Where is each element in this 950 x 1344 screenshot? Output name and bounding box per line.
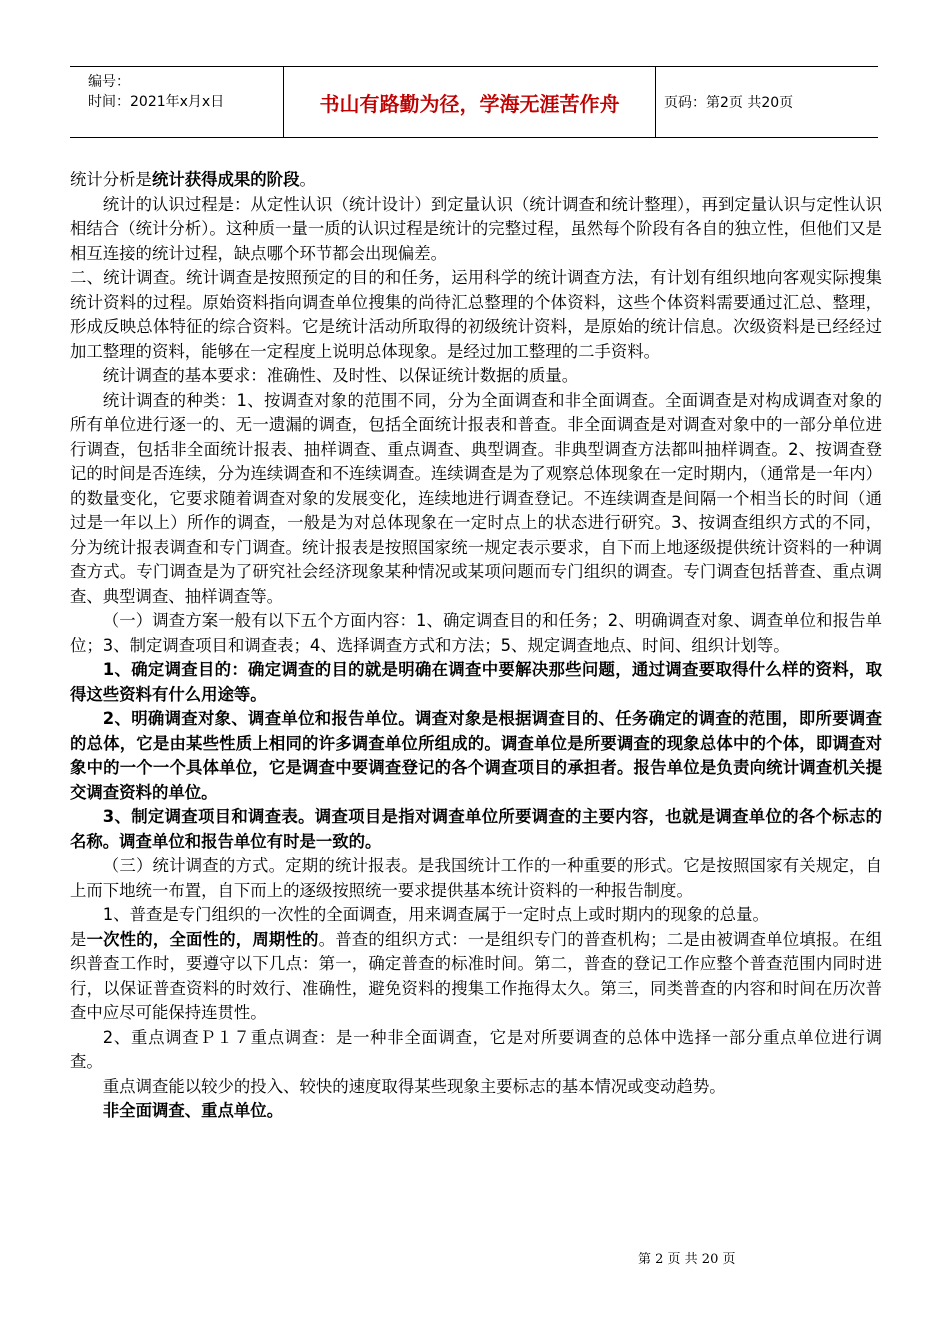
header-motto: 书山有路勤为径，学海无涯苦作舟	[284, 67, 656, 137]
text-run: （三）统计调查的方式。定期的统计报表。是我国统计工作的一种重要的形式。它是按照国家有关规定，自上而下地统一布置，自下而上的逐级按照统一要求提供基本统计资料的一种报告制度。	[70, 856, 882, 900]
text-run: 。	[299, 170, 316, 189]
body-paragraph	[70, 903, 882, 928]
page-header	[70, 66, 878, 138]
body-paragraph	[70, 1075, 882, 1100]
text-run: （一）调查方案一般有以下五个方面内容：1、确定调查目的和任务；2、明确调查对象、调查单位和报告单位；3、制定调查项目和调查表；4、选择调查方式和方法；5、规定调查地点、时间、组织计划等。	[70, 611, 882, 655]
bold-text-run: 一次性的，全面性的，周期性的	[86, 929, 319, 949]
text-run: 统计的认识过程是：从定性认识（统计设计）到定量认识（统计调查和统计整理），再到定量认识与定性认识相结合（统计分析）。这种质一量一质的认识过程是统计的完整过程，虽然每个阶段有各自的独立性，但他们又是相互连接的统计过程，缺点哪个环节都会出现偏差。	[70, 194, 882, 263]
document-number-label: 编号：	[88, 74, 130, 90]
body-paragraph	[70, 1026, 882, 1075]
body-paragraph	[70, 854, 882, 903]
body-paragraph	[70, 609, 882, 658]
text-run: 二、统计调查。统计调查是按照预定的目的和任务，运用科学的统计调查方法，有计划有组织地向客观实际搜集统计资料的过程。原始资料指向调查单位搜集的尚待汇总整理的个体资料，这些个体资料需要通过汇总、整理，形成反映总体特征的综合资料。它是统计活动所取得的初级统计资料，是原始的统计信息。次级资料是已经经过加工整理的资料，能够在一定程度上说明总体现象。是经过加工整理的二手资料。	[70, 268, 882, 361]
body-paragraph	[70, 1099, 882, 1124]
body-paragraph	[70, 658, 882, 707]
header-meta	[70, 67, 284, 137]
text-run: 统计调查的基本要求：准确性、及时性、以保证统计数据的质量。	[102, 366, 579, 385]
page-footer: 第 2 页 共 20 页	[638, 1252, 736, 1267]
body-paragraph	[70, 389, 882, 610]
body-paragraph	[70, 193, 882, 267]
document-body	[70, 168, 882, 1124]
body-paragraph	[70, 805, 882, 854]
body-paragraph	[70, 364, 882, 389]
text-run: 统计调查的种类：1、按调查对象的范围不同，分为全面调查和非全面调查。全面调查是对构成调查对象的所有单位进行逐一的、无一遗漏的调查，包括全面统计报表和普查。非全面调查是对调查对象中的一部分单位进行调查，包括非全面统计报表、抽样调查、重点调查、典型调查。非典型调查方法都叫抽样调查。2、按调查登记的时间是否连续，分为连续调查和不连续调查。连续调查是为了观察总体现象在一定时期内，（通常是一年内）的数量变化，它要求随着调查对象的发展变化，连续地进行调查登记。不连续调查是间隔一个相当长的时间（通过是一年以上）所作的调查，一般是为对总体现象在一定时点上的状态进行研究。3、按调查组织方式的不同，分为统计报表调查和专门调查。统计报表是按照国家统一规定表示要求，自下而上地逐级提供统计资料的一种调查方式。专门调查是为了研究社会经济现象某种情况或某项问题而专门组织的调查。专门调查包括普查、重点调查、典型调查、抽样调查等。	[70, 390, 882, 606]
text-run: 。普查的组织方式：一是组织专门的普查机构；二是由被调查单位填报。在组织普查工作时，要遵守以下几点：第一，确定普查的标准时间。第二，普查的登记工作应整个普查范围内同时进行，以保证普查资料的时效行、准确性，避免资料的搜集工作拖得太久。第三，同类普查的内容和时间在历次普查中应尽可能保持连贯性。	[70, 929, 883, 1022]
text-run: 统计分析是	[70, 170, 152, 189]
bold-text-run: 统计获得成果的阶段	[151, 170, 300, 189]
body-paragraph	[70, 168, 882, 193]
text-run: 是	[70, 929, 87, 949]
bold-text-run: 2、明确调查对象、调查单位和报告单位。调查对象是根据调查目的、任务确定的调查的范围，即所要调查的总体，它是由某些性质上相同的许多调查单位所组成的。调查单位是所要调查的现象总体中的个体，即调查对象中的一个一个具体单位，它是调查中要调查登记的各个调查项目的承担者。报告单位是负责向统计调查机关提交调查资料的单位。	[70, 709, 882, 802]
document-date-label: 时间：2021年x月x日	[88, 94, 225, 110]
header-page-info: 页码：第2页 共20页	[664, 95, 794, 111]
body-paragraph	[70, 266, 882, 364]
bold-text-run: 1、确定调查目的：确定调查的目的就是明确在调查中要解决那些问题，通过调查要取得什么样的资料，取得这些资料有什么用途等。	[70, 660, 882, 704]
body-paragraph	[70, 707, 882, 805]
text-run: 2、重点调查Ｐ１７重点调查：是一种非全面调查，它是对所要调查的总体中选择一部分重点单位进行调查。	[70, 1027, 882, 1071]
text-run: 1、普查是专门组织的一次性的全面调查，用来调查属于一定时点上或时期内的现象的总量。	[102, 905, 769, 924]
body-paragraph	[70, 928, 882, 1026]
bold-text-run: 3、制定调查项目和调查表。调查项目是指对调查单位所要调查的主要内容，也就是调查单位的各个标志的名称。调查单位和报告单位有时是一致的。	[70, 807, 882, 851]
bold-text-run: 非全面调查、重点单位。	[102, 1101, 284, 1120]
text-run: 重点调查能以较少的投入、较快的速度取得某些现象主要标志的基本情况或变动趋势。	[102, 1076, 726, 1096]
